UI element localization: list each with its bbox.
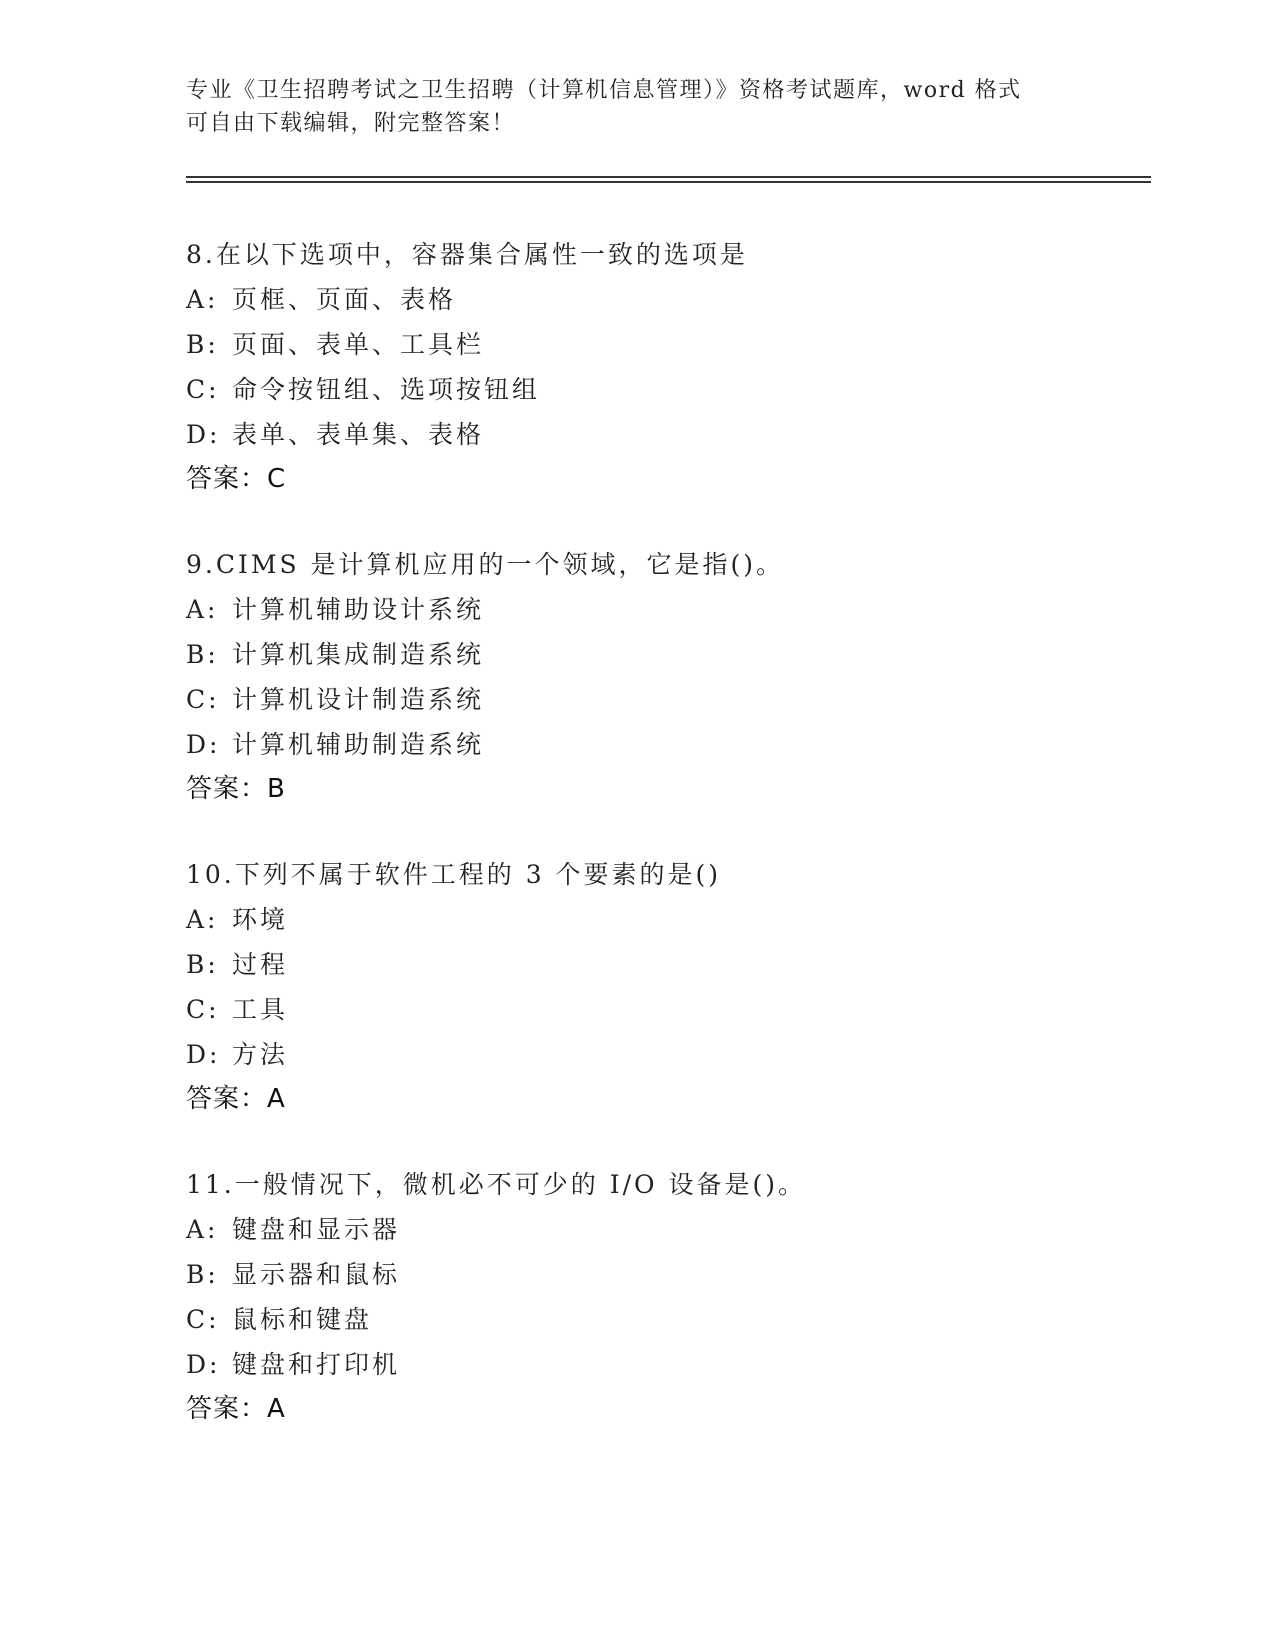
option-letter: A:: [186, 595, 219, 624]
option-letter: C:: [186, 1305, 220, 1334]
option-d: [186, 1032, 1146, 1077]
option-letter: B:: [186, 640, 219, 669]
option-c: [186, 367, 1146, 412]
option-c: [186, 677, 1146, 722]
option-d: [186, 412, 1146, 457]
question-stem: 9.CIMS 是计算机应用的一个领域，它是指()。: [186, 550, 785, 579]
question-stem: 8.在以下选项中，容器集合属性一致的选项是: [186, 240, 748, 269]
option-text: 计算机辅助设计系统: [232, 595, 485, 624]
option-letter: A:: [186, 1215, 219, 1244]
option-text: 鼠标和键盘: [232, 1305, 373, 1334]
question-item: [186, 542, 1146, 812]
option-b: [186, 322, 1146, 367]
option-b: [186, 632, 1146, 677]
option-d: [186, 722, 1146, 767]
question-list: [186, 232, 1146, 1472]
option-text: 计算机辅助制造系统: [232, 730, 485, 759]
option-text: 页面、表单、工具栏: [232, 330, 485, 359]
option-a: [186, 587, 1146, 632]
question-item: [186, 1162, 1146, 1432]
option-letter: D:: [186, 730, 221, 759]
option-letter: C:: [186, 685, 220, 714]
option-b: [186, 942, 1146, 987]
option-text: 页框、页面、表格: [232, 285, 457, 314]
header-divider-bottom: [186, 181, 1151, 183]
option-letter: C:: [186, 375, 220, 404]
option-letter: B:: [186, 1260, 219, 1289]
header-line-2: 可自由下载编辑，附完整答案！: [186, 111, 516, 136]
header-line-1: 专业《卫生招聘考试之卫生招聘（计算机信息管理）》资格考试题库，word 格式: [186, 78, 1022, 103]
option-letter: B:: [186, 950, 219, 979]
answer-line: 答案：B: [186, 774, 286, 804]
option-a: [186, 277, 1146, 322]
answer-line: 答案：C: [186, 464, 287, 494]
option-letter: B:: [186, 330, 219, 359]
option-text: 过程: [232, 950, 289, 979]
question-item: [186, 232, 1146, 502]
option-text: 显示器和鼠标: [232, 1260, 401, 1289]
question-stem: 10.下列不属于软件工程的 3 个要素的是(): [186, 860, 722, 889]
option-d: [186, 1342, 1146, 1387]
option-text: 工具: [232, 995, 289, 1024]
option-text: 计算机设计制造系统: [232, 685, 485, 714]
option-text: 表单、表单集、表格: [232, 420, 485, 449]
option-text: 计算机集成制造系统: [232, 640, 485, 669]
option-c: [186, 1297, 1146, 1342]
option-a: [186, 897, 1146, 942]
option-letter: D:: [186, 420, 221, 449]
question-item: [186, 852, 1146, 1122]
option-text: 键盘和显示器: [232, 1215, 401, 1244]
option-letter: D:: [186, 1350, 221, 1379]
header-divider-top: [186, 176, 1151, 178]
option-letter: A:: [186, 285, 219, 314]
option-letter: D:: [186, 1040, 221, 1069]
option-text: 命令按钮组、选项按钮组: [232, 375, 541, 404]
answer-line: 答案：A: [186, 1084, 286, 1114]
option-letter: A:: [186, 905, 219, 934]
option-text: 键盘和打印机: [232, 1350, 401, 1379]
document-header: [186, 74, 1086, 140]
option-a: [186, 1207, 1146, 1252]
option-c: [186, 987, 1146, 1032]
option-b: [186, 1252, 1146, 1297]
option-letter: C:: [186, 995, 220, 1024]
option-text: 环境: [232, 905, 289, 934]
option-text: 方法: [232, 1040, 289, 1069]
answer-line: 答案：A: [186, 1394, 286, 1424]
question-stem: 11.一般情况下，微机必不可少的 I/O 设备是()。: [186, 1170, 806, 1199]
